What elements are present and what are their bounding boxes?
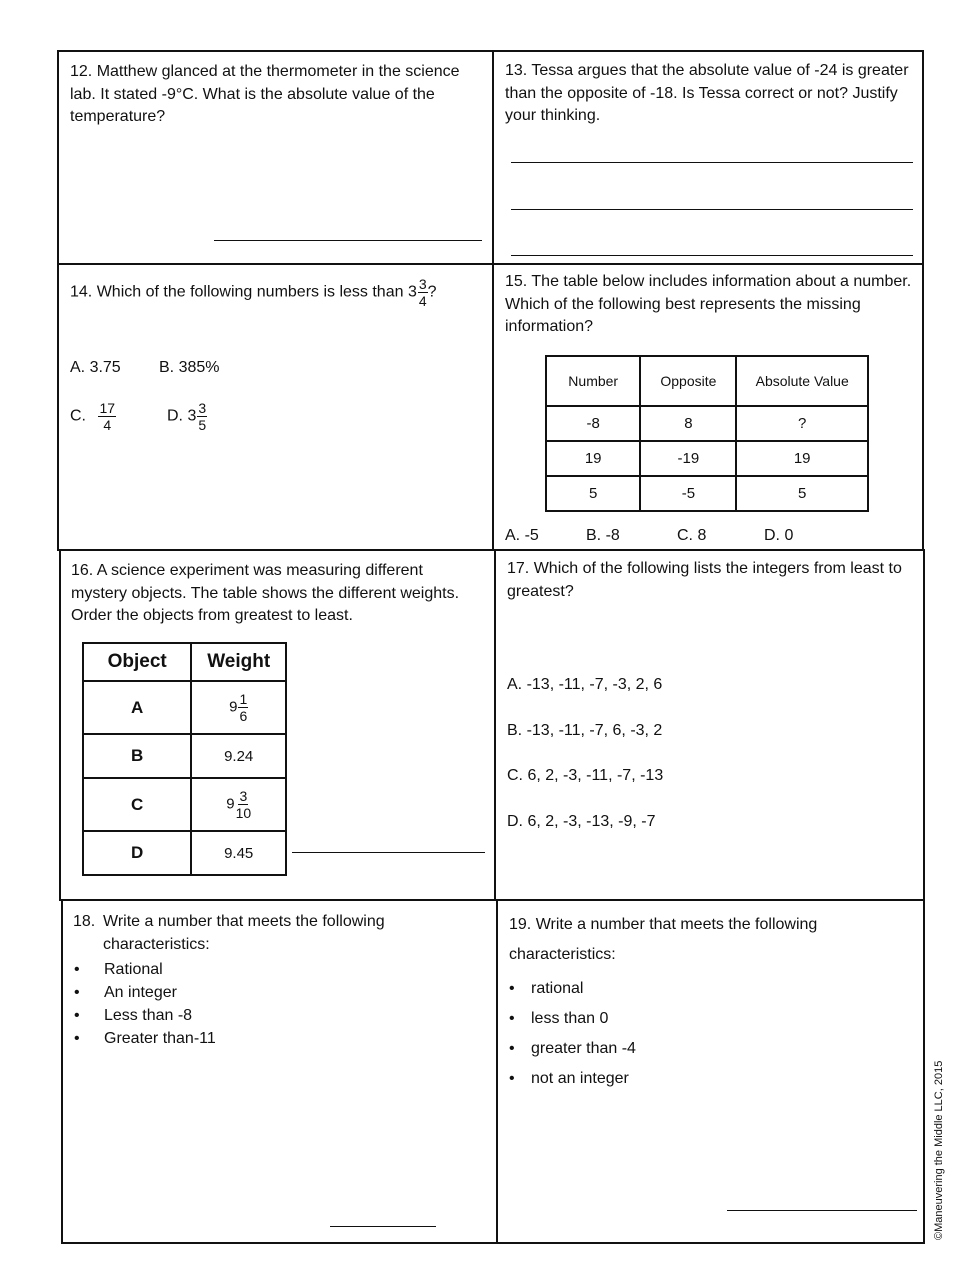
list-item: • An integer (74, 984, 177, 1001)
mixed-fraction: $\frac{3}{4}$ (418, 276, 427, 309)
copyright-text: ©Maneuvering the Middle LLC, 2015 (933, 1060, 945, 1240)
answer-line[interactable] (214, 240, 482, 241)
option-b[interactable]: B. -13, -11, -7, 6, -3, 2 (507, 722, 663, 739)
answer-line[interactable] (330, 1226, 436, 1227)
question-19-text: 19. Write a number that meets the following (509, 916, 818, 933)
fraction: $\frac{17}{4}$ (99, 400, 116, 433)
question-17-text: 17. Which of the following lists the integers from least to greatest? (507, 560, 902, 600)
question-14-box (57, 263, 494, 551)
question-12-box (57, 50, 494, 265)
question-14-prompt: 14. Which of the following numbers is less than 3 (70, 283, 417, 301)
question-19-box (496, 899, 925, 1244)
table-row: 5 -5 5 (546, 476, 868, 511)
table-row: A 9 $\frac{1}{6}$ (83, 681, 286, 734)
list-item: • Less than -8 (74, 1007, 193, 1024)
fraction: $\frac{3}{5}$ (198, 400, 207, 433)
characteristics-list (509, 974, 636, 1094)
header-absolute-value: Absolute Value (736, 356, 868, 406)
question-16-box (59, 549, 496, 901)
option-b[interactable]: B. -8 (586, 527, 620, 544)
list-item: • Greater than-11 (74, 1030, 216, 1047)
header-object: Object (83, 643, 191, 681)
question-12-text: 12. Matthew glanced at the thermometer in the science lab. It stated -9°C. What is the absolute value of the temperature? (70, 63, 460, 125)
fraction: $\frac{1}{6}$ (239, 691, 248, 724)
answer-line-3[interactable] (511, 255, 913, 256)
question-number: 18. (73, 913, 96, 930)
option-c[interactable]: C. 8 (677, 527, 707, 544)
characteristics-list (74, 958, 216, 1050)
list-item: • Rational (74, 961, 163, 978)
option-d[interactable]: D. 6, 2, -3, -13, -9, -7 (507, 813, 656, 830)
question-15-text: 15. The table below includes information about a number. Which of the following best represents the missing information? (505, 273, 912, 335)
option-d[interactable]: D. 0 (764, 527, 794, 544)
option-c[interactable]: C. $\frac{17}{4}$ (70, 400, 116, 433)
answer-line-2[interactable] (511, 209, 913, 210)
question-13-box (492, 50, 924, 265)
option-a[interactable]: A. -13, -11, -7, -3, 2, 6 (507, 676, 663, 693)
answer-line[interactable] (292, 852, 485, 853)
list-item: • greater than -4 (509, 1040, 636, 1057)
option-b[interactable]: B. 385% (159, 359, 220, 376)
question-13-text: 13. Tessa argues that the absolute value of -24 is greater than the opposite of -18. Is Tessa correct or not? Justify your thinking. (505, 62, 909, 124)
fraction: $\frac{3}{10}$ (235, 788, 252, 821)
option-a[interactable]: A. -5 (505, 527, 539, 544)
table-row: -8 8 ? (546, 406, 868, 441)
list-item: • less than 0 (509, 1010, 609, 1027)
header-weight: Weight (191, 643, 286, 681)
header-opposite: Opposite (640, 356, 736, 406)
list-item: • rational (509, 980, 584, 997)
list-item: • not an integer (509, 1070, 629, 1087)
option-a[interactable]: A. 3.75 (70, 359, 121, 376)
table-row: C 9 $\frac{3}{10}$ (83, 778, 286, 831)
question-17-box (494, 549, 925, 901)
option-d[interactable]: D. 3 $\frac{3}{5}$ (167, 400, 207, 433)
question-18-text (73, 911, 453, 956)
question-prompt: Write a number that meets the following characteristics: (103, 913, 385, 953)
question-15-box (492, 263, 924, 551)
answer-line-1[interactable] (511, 162, 913, 163)
answer-line[interactable] (727, 1210, 917, 1211)
question-16-text: 16. A science experiment was measuring different mystery objects. The table shows the different weights. Order the objects from greatest to least. (71, 562, 460, 624)
question-14-text: 14. Which of the following numbers is less than 3 $\frac{3}{4}$ ? (70, 276, 437, 309)
table-row: D 9.45 (83, 831, 286, 875)
number-table (545, 355, 869, 512)
question-18-box (61, 899, 498, 1244)
weight-table (82, 642, 287, 876)
option-c[interactable]: C. 6, 2, -3, -11, -7, -13 (507, 767, 664, 784)
table-row: 19 -19 19 (546, 441, 868, 476)
table-row: B 9.24 (83, 734, 286, 778)
question-19-text-continued: characteristics: (509, 946, 616, 963)
header-number: Number (546, 356, 640, 406)
